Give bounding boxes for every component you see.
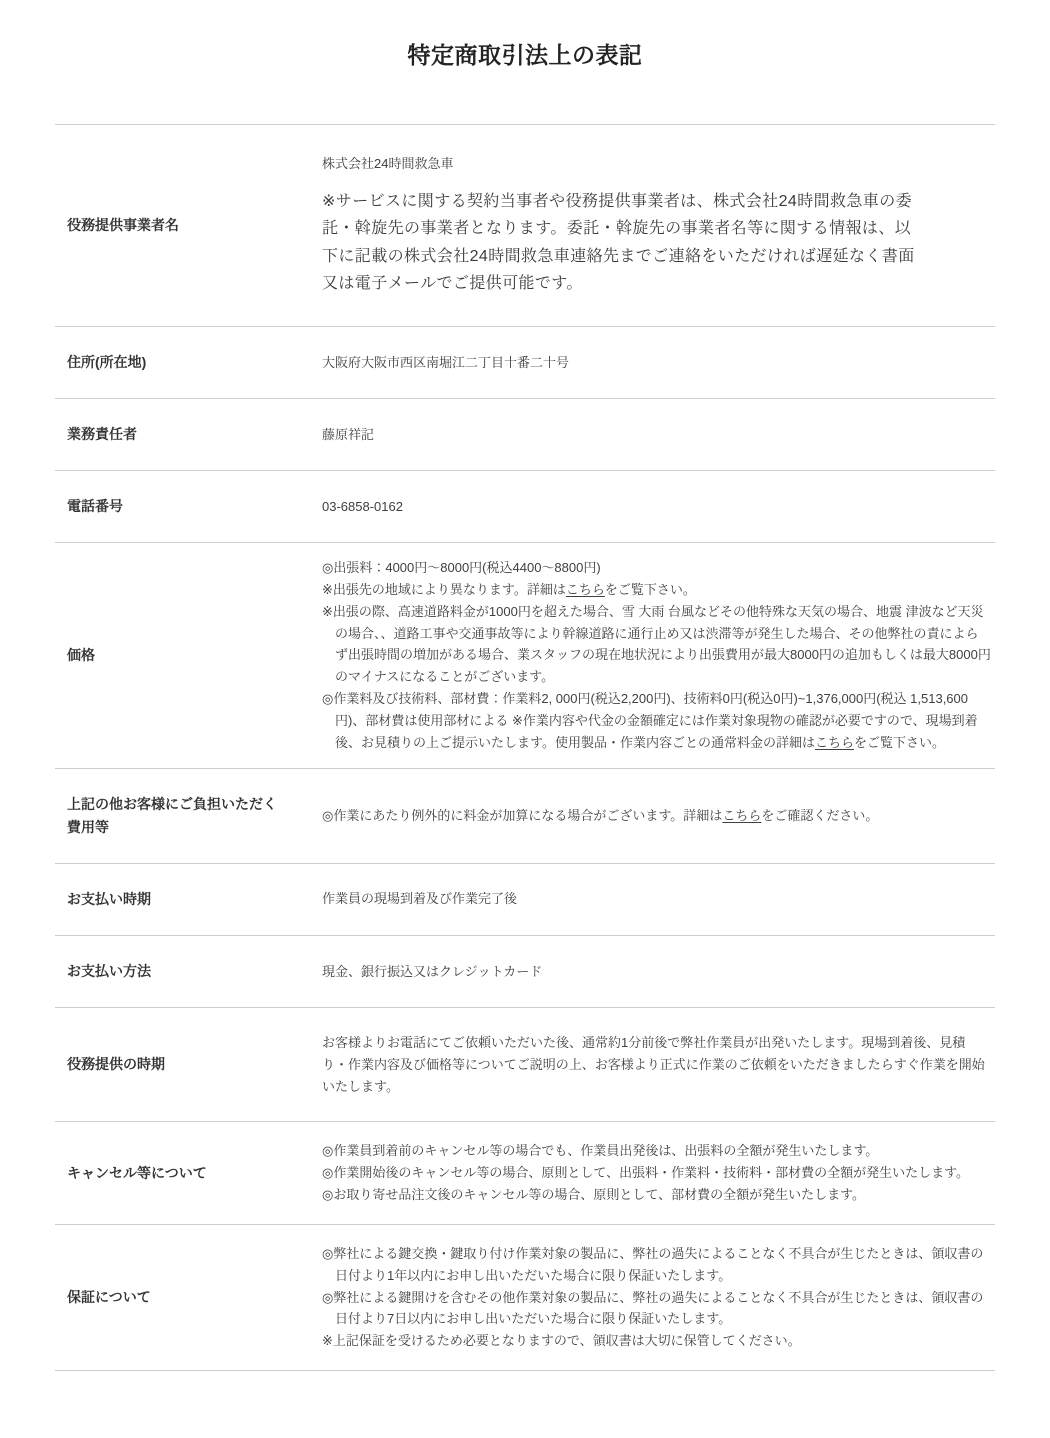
kochira-link[interactable]: こちら	[814, 734, 854, 750]
row-paragraph: ◎作業にあたり例外的に料金が加算になる場合がございます。詳細はこちらをご確認ください。	[322, 807, 879, 823]
row-content	[322, 1032, 995, 1097]
table-row	[55, 398, 995, 470]
row-label: 役務提供事業者名	[67, 216, 179, 233]
table-row	[55, 1121, 995, 1223]
row-paragraph: 大阪府大阪市西区南堀江二丁目十番二十号	[322, 354, 570, 370]
table-row	[55, 542, 995, 767]
table-row	[55, 935, 995, 1007]
row-content	[322, 1140, 995, 1205]
row-label: お支払い時期	[67, 890, 151, 907]
row-label: 電話番号	[67, 498, 123, 515]
row-label: 役務提供の時期	[67, 1056, 165, 1073]
row-content	[322, 496, 995, 518]
row-paragraph: お客様よりお電話にてご依頼いただいた後、通常約1分前後で弊社作業員が出発いたします。現場到着後、見積り・作業内容及び価格等についてご説明の上、お客様より正式に作業のご依頼をいただきましたらすぐ作業を開始いたします。	[322, 1035, 985, 1094]
row-content	[322, 424, 995, 446]
row-content	[322, 805, 995, 827]
row-content	[322, 557, 995, 753]
kochira-link[interactable]: こちら	[565, 582, 605, 597]
row-paragraph: ◎出張料：4000円～8000円(税込4400～8800円)	[322, 560, 601, 576]
page-title: 特定商取引法上の表記	[407, 42, 643, 68]
row-paragraph: 現金、銀行振込又はクレジットカード	[322, 963, 543, 979]
table-row	[55, 1007, 995, 1121]
row-label: 業務責任者	[67, 425, 137, 442]
row-content	[322, 961, 995, 983]
table-row	[55, 863, 995, 935]
table-row	[55, 1224, 995, 1371]
row-label: キャンセル等について	[67, 1164, 207, 1181]
kochira-link[interactable]: こちら	[722, 807, 762, 823]
row-label: 保証について	[67, 1288, 151, 1305]
row-label: 住所(所在地)	[67, 353, 147, 370]
row-paragraph: ◎作業料及び技術料、部材費：作業料2, 000円(税込2,200円)、技術料0円(税込0円)~1,376,000円(税込 1,513,600円)、部材費は使用部材による ※作業内容や代金の金額確定には作業対象現物の確認が必要ですので、現場到着後、お見積りの上ご提示いたします。使用製品・作業内容ごとの通常料金の詳細はこちらをご覧下さい。	[322, 691, 978, 750]
row-paragraph: ◎作業員到着前のキャンセル等の場合でも、作業員出発後は、出張料の全額が発生いたします。	[322, 1143, 879, 1159]
row-label: 上記の他お客様にご負担いただく費用等	[67, 795, 277, 835]
table-row	[55, 470, 995, 542]
row-paragraph: ◎お取り寄せ品注文後のキャンセル等の場合、原則として、部材費の全額が発生いたします。	[322, 1187, 866, 1203]
row-paragraph: ◎作業開始後のキャンセル等の場合、原則として、出張料・作業料・技術料・部材費の全額が発生いたします。	[322, 1165, 970, 1181]
table-row	[55, 124, 995, 326]
row-paragraph: 株式会社24時間救急車	[322, 156, 454, 171]
row-label: お支払い方法	[67, 962, 151, 979]
row-paragraph: ※サービスに関する契約当事者や役務提供事業者は、株式会社24時間救急車の委託・斡旋先の事業者となります。委託・斡旋先の事業者名等に関する情報は、以下に記載の株式会社24時間救急車連絡先までご連絡をいただければ遅延なく書面又は電子メールでご提供可能です。	[322, 192, 915, 293]
row-paragraph: 藤原祥記	[322, 426, 375, 442]
row-paragraph: 03-6858-0162	[322, 498, 403, 514]
row-content	[322, 888, 995, 910]
row-content	[322, 1243, 995, 1352]
row-paragraph: ※出張の際、高速道路料金が1000円を超えた場合、雪 大雨 台風などその他特殊な天気の場合、地震 津波など天災の場合、、道路工事や交通事故等により幹線道路に通行止め又は渋滞等が発生した場合、その他弊社の責によらず出張時間の増加がある場合、業スタッフの現在地状況により出張費用が最大8000円の追加もしくは最大8000円のマイナスになることがございます。	[322, 603, 991, 685]
spec-table	[55, 124, 995, 1371]
row-paragraph: ※出張先の地域により異なります。詳細はこちらをご覧下さい。	[322, 582, 696, 597]
row-content	[322, 352, 995, 374]
row-paragraph: ◎弊社による鍵開けを含むその他作業対象の製品に、弊社の過失によることなく不具合が生じたときは、領収書の日付より7日以内にお申し出いただいた場合に限り保証いたします。	[322, 1289, 984, 1327]
row-content	[322, 153, 995, 298]
row-paragraph: ※上記保証を受けるため必要となりますので、領収書は大切に保管してください。	[322, 1333, 801, 1349]
table-row	[55, 326, 995, 398]
row-paragraph: ◎弊社による鍵交換・鍵取り付け作業対象の製品に、弊社の過失によることなく不具合が生じたときは、領収書の日付より1年以内にお申し出いただいた場合に限り保証いたします。	[322, 1245, 984, 1283]
table-row	[55, 768, 995, 863]
row-label: 価格	[67, 646, 95, 663]
row-paragraph: 作業員の現場到着及び作業完了後	[322, 891, 518, 907]
